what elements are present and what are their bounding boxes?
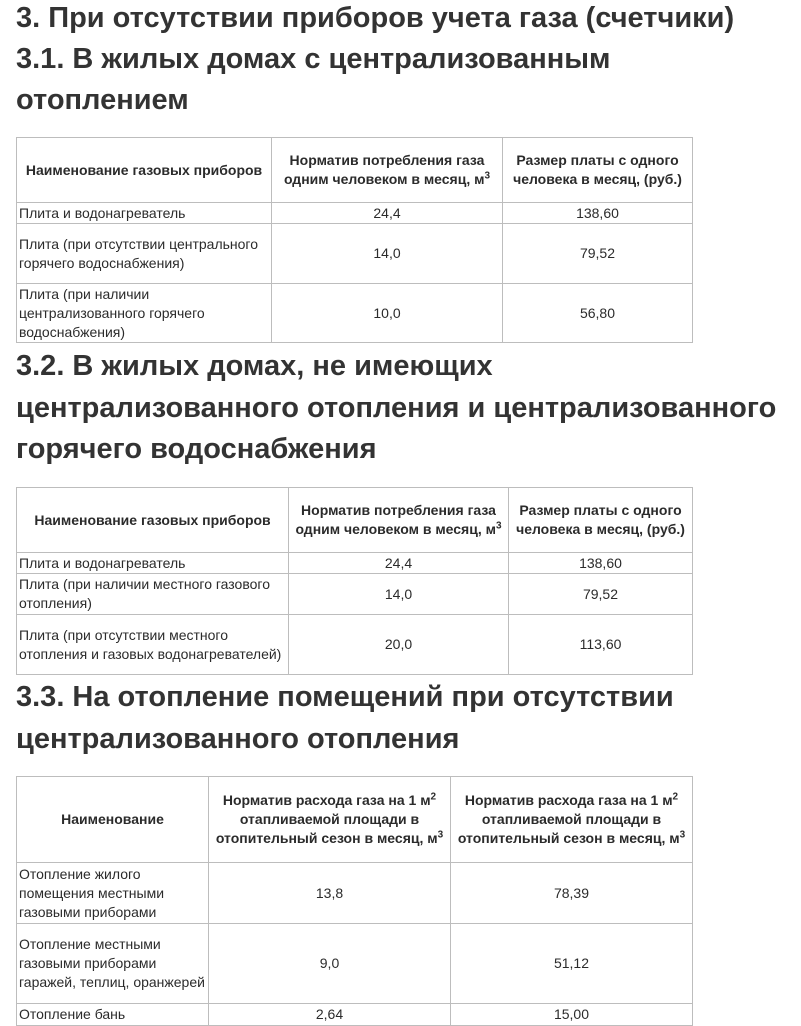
row-norm: 10,0 <box>272 284 503 343</box>
row-pay: 113,60 <box>509 615 693 675</box>
header-norm-1: Норматив расхода газа на 1 $м^2$ отапливаемой площади в отопительный сезон в месяц, $м^3$ <box>209 777 451 863</box>
header-norm-2: Норматив расхода газа на 1 $м^2$ отапливаемой площади в отопительный сезон в месяц, $м^3$ <box>451 777 693 863</box>
header-norm: Норматив потребления газа одним человеком в месяц, $м^3$ <box>272 138 503 203</box>
row-name: Плита (при отсутствии местного отопления и газовых водонагревателей) <box>17 615 289 675</box>
table-row <box>17 224 693 284</box>
row-norm: 14,0 <box>272 224 503 284</box>
section-3-2-title-line2: централизованного отопления и централизованного <box>16 392 777 424</box>
table-3-1 <box>16 137 693 343</box>
row-value-1: 2,64 <box>209 1004 451 1026</box>
row-norm: 24,4 <box>272 203 503 224</box>
row-name: Плита и водонагреватель <box>17 553 289 574</box>
row-value-1: 9,0 <box>209 924 451 1004</box>
row-value-2: 15,00 <box>451 1004 693 1026</box>
header-norm: Норматив потребления газа одним человеком в месяц, $м^3$ <box>289 488 509 553</box>
section-3-3-title-line2: централизованного отопления <box>16 723 460 755</box>
row-name: Отопление местными газовыми приборами гаражей, теплиц, оранжерей <box>17 924 209 1004</box>
header-name: Наименование газовых приборов <box>17 138 272 203</box>
table-row <box>17 553 693 574</box>
table-row <box>17 924 693 1004</box>
table-row <box>17 615 693 675</box>
header-name: Наименование газовых приборов <box>17 488 289 553</box>
table-3-3 <box>16 776 693 1026</box>
table-header-row <box>17 488 693 553</box>
row-name: Отопление бань <box>17 1004 209 1026</box>
section-3-3-title-line1: 3.3. На отопление помещений при отсутствии <box>16 681 674 713</box>
section-3-1-title-line1: 3.1. В жилых домах с централизованным <box>16 43 611 75</box>
header-name: Наименование <box>17 777 209 863</box>
row-name: Отопление жилого помещения местными газовыми приборами <box>17 863 209 924</box>
table-header-row <box>17 138 693 203</box>
table-header-row <box>17 777 693 863</box>
table-row <box>17 863 693 924</box>
table-row <box>17 1004 693 1026</box>
section-3-1-title-line2: отоплением <box>16 84 189 116</box>
section-3-title: 3. При отсутствии приборов учета газа (счетчики) <box>16 2 735 34</box>
row-norm: 20,0 <box>289 615 509 675</box>
row-pay: 138,60 <box>503 203 693 224</box>
header-pay: Размер платы с одного человека в месяц, (руб.) <box>503 138 693 203</box>
table-row <box>17 203 693 224</box>
row-value-2: 78,39 <box>451 863 693 924</box>
row-pay: 79,52 <box>509 574 693 615</box>
row-pay: 138,60 <box>509 553 693 574</box>
row-norm: 24,4 <box>289 553 509 574</box>
row-pay: 79,52 <box>503 224 693 284</box>
section-3-2-title-line1: 3.2. В жилых домах, не имеющих <box>16 350 493 382</box>
table-row <box>17 284 693 343</box>
row-value-2: 51,12 <box>451 924 693 1004</box>
row-value-1: 13,8 <box>209 863 451 924</box>
row-norm: 14,0 <box>289 574 509 615</box>
row-name: Плита (при наличии централизованного горячего водоснабжения) <box>17 284 272 343</box>
table-3-2 <box>16 487 693 675</box>
table-row <box>17 574 693 615</box>
row-name: Плита и водонагреватель <box>17 203 272 224</box>
row-name: Плита (при отсутствии центрального горячего водоснабжения) <box>17 224 272 284</box>
section-3-2-title-line3: горячего водоснабжения <box>16 433 377 465</box>
row-name: Плита (при наличии местного газового отопления) <box>17 574 289 615</box>
row-pay: 56,80 <box>503 284 693 343</box>
header-pay: Размер платы с одного человека в месяц, (руб.) <box>509 488 693 553</box>
